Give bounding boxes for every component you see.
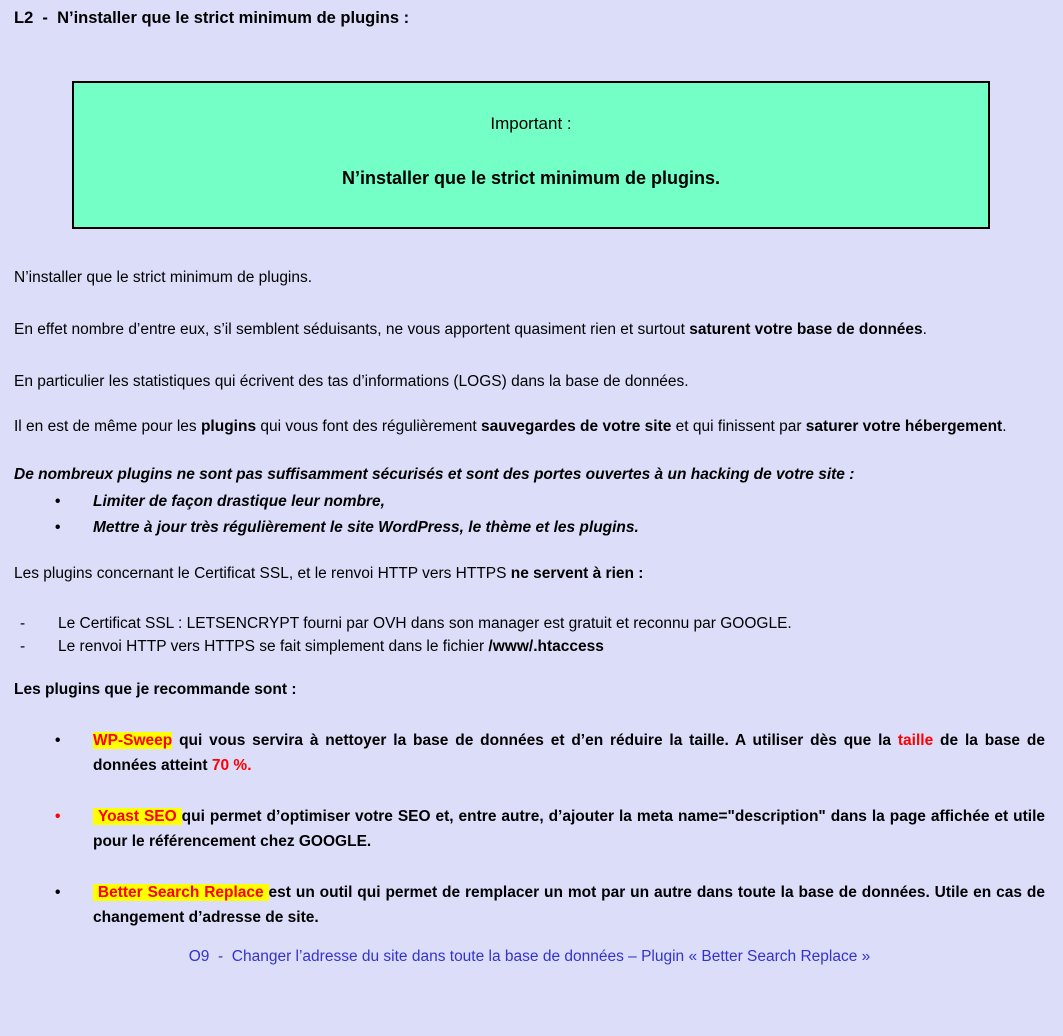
text-run: De nombreux plugins ne sont pas suffisamment sécurisés et sont des portes ouvertes à un hacking de votre site : <box>14 466 855 483</box>
plugin-name-highlight: Yoast SEO <box>93 807 182 825</box>
paragraph-ssl <box>14 563 1045 585</box>
list-item <box>14 635 1045 658</box>
text-run: et qui finissent par <box>671 417 806 435</box>
paragraph-backups <box>14 416 1045 438</box>
text-run: Les plugins que je recommande sont : <box>14 681 297 698</box>
paragraph-security-warning <box>14 464 1045 486</box>
plugin-name-highlight: Better Search Replace <box>93 883 269 901</box>
bold-run: sauvegardes de votre site <box>480 417 672 435</box>
recommended-plugin-list <box>14 728 1045 930</box>
footer-link[interactable]: O9 - Changer l’adresse du site dans toute la base de données – Plugin « Better Search Replace » <box>188 947 871 965</box>
bullet-icon: • <box>55 519 61 536</box>
list-item <box>14 491 1045 513</box>
important-callout-box <box>72 81 990 229</box>
security-bullet-list <box>14 491 1045 539</box>
list-item-label <box>58 635 604 658</box>
text-run: Le renvoi HTTP vers HTTPS se fait simplement dans le fichier <box>58 638 489 655</box>
bold-run: /www/.htaccess <box>488 638 604 655</box>
text-run: qui permet d’optimiser votre SEO et, entre autre, d’ajouter la meta name="description" dans la page affichée et utile pour le référencement chez GOOGLE. <box>93 807 1045 850</box>
paragraph-intro <box>14 267 1045 289</box>
list-item-wp-sweep <box>14 728 1045 778</box>
text-run: qui vous font des régulièrement <box>256 417 481 435</box>
red-run: taille <box>897 731 934 749</box>
plugin-description <box>93 880 1045 930</box>
text-run: qui vous servira à nettoyer la base de données et d’en réduire la taille. A utiliser dès que la <box>172 731 898 749</box>
callout-title: Important : <box>490 114 572 133</box>
text-run: En particulier les statistiques qui écrivent des tas d’informations (LOGS) dans la base de données. <box>14 373 689 390</box>
list-item-label: Le Certificat SSL : LETSENCRYPT fourni par OVH dans son manager est gratuit et reconnu par GOOGLE. <box>58 615 792 632</box>
recommended-heading <box>14 679 1045 701</box>
ssl-dash-list <box>14 612 1045 658</box>
plugin-name-highlight: WP-Sweep <box>93 731 173 749</box>
bold-run: ne servent à rien : <box>510 564 644 582</box>
text-run: est un outil qui permet de remplacer un mot par un autre dans toute la base de données. Utile en cas de changement d’adresse de site. <box>93 883 1045 926</box>
text-run: Les plugins concernant le Certificat SSL, et le renvoi HTTP vers HTTPS <box>14 564 511 582</box>
text-run: Il en est de même pour les <box>14 417 201 435</box>
text-run: . <box>922 320 927 338</box>
list-item <box>14 612 1045 635</box>
plugin-description <box>93 728 1045 778</box>
page-title: L2 - N’installer que le strict minimum de plugins : <box>14 9 410 27</box>
bullet-icon: • <box>55 883 61 901</box>
text-run: . <box>1002 417 1007 435</box>
bullet-icon: • <box>55 731 61 749</box>
red-run: 70 %. <box>211 756 252 774</box>
callout-message: N’installer que le strict minimum de plugins. <box>341 168 721 188</box>
text-run: de la base de données atteint <box>93 731 1045 774</box>
plugin-description <box>93 804 1045 854</box>
list-item-better-search-replace <box>14 880 1045 930</box>
dash-icon: - <box>20 638 26 655</box>
bold-run: plugins <box>200 417 257 435</box>
bullet-icon: • <box>55 807 61 825</box>
list-item <box>14 517 1045 539</box>
list-item-yoast-seo <box>14 804 1045 854</box>
text-run: N’installer que le strict minimum de plugins. <box>14 269 313 286</box>
list-item-label: Mettre à jour très régulièrement le site WordPress, le thème et les plugins. <box>93 519 639 536</box>
bold-run: saturer votre hébergement <box>805 417 1003 435</box>
paragraph-statistics <box>14 371 1045 393</box>
list-item-label: Limiter de façon drastique leur nombre, <box>93 492 385 510</box>
bold-run: saturent votre base de données <box>689 320 923 338</box>
text-run: En effet nombre d’entre eux, s’il semblent séduisants, ne vous apportent quasiment rien et surtout <box>14 320 690 338</box>
dash-icon: - <box>20 615 26 632</box>
bullet-icon: • <box>55 492 61 510</box>
paragraph-saturation <box>14 319 1045 341</box>
